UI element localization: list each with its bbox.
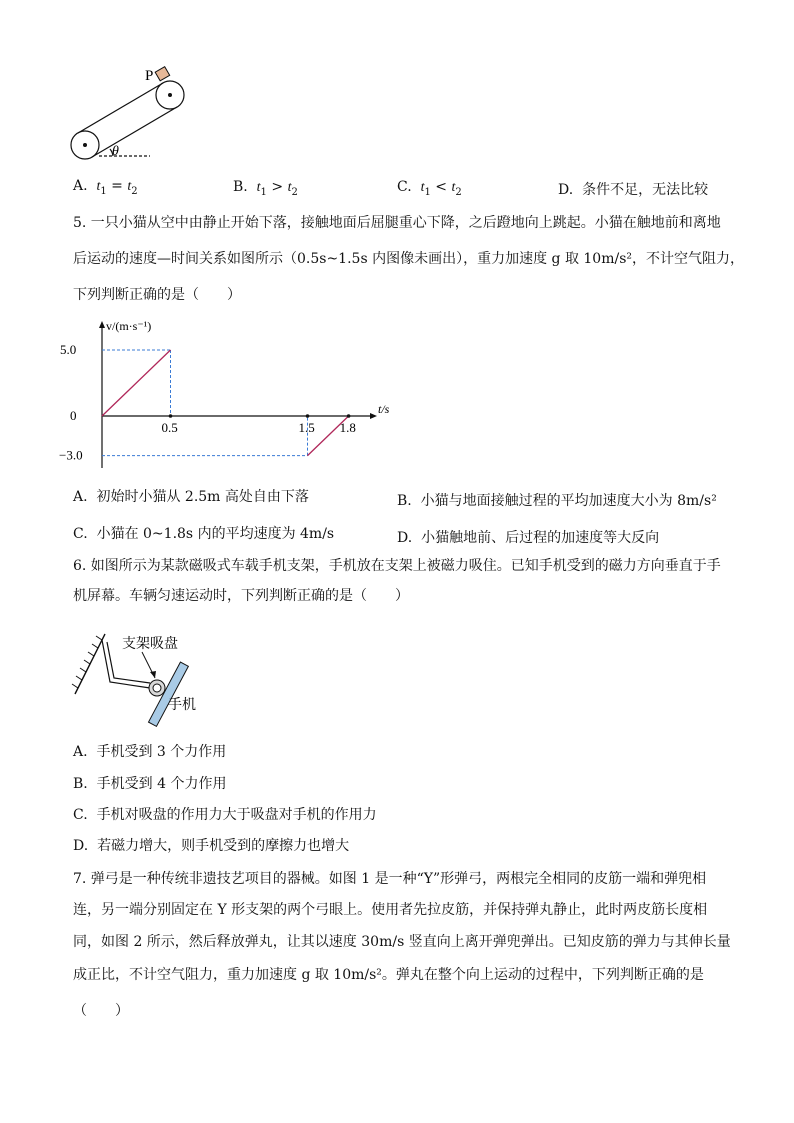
phone-label: 手机 <box>168 698 196 713</box>
mount-label: 支架吸盘 <box>122 637 178 652</box>
q6-option-b: B. 手机受到 4 个力作用 <box>73 776 227 792</box>
q4-option-c: C. $t_1 < t_2$ <box>397 179 462 198</box>
q7-stem-line1: 7. 弹弓是一种传统非遗技艺项目的器械。如图 1 是一种“Y”形弹弓，两根完全相同的皮筋一端和弹兜相 <box>73 871 707 887</box>
q6-option-d: D. 若磁力增大，则手机受到的摩擦力也增大 <box>73 838 350 854</box>
velocity-time-chart <box>59 318 400 470</box>
q5-stem-line3: 下列判断正确的是（ ） <box>73 287 241 303</box>
q5-stem-line1: 5. 一只小猫从空中由静止开始下落，接触地面后屈腿重心下降，之后蹬地向上跳起。小猫在触地前和离地 <box>73 215 721 231</box>
belt-drawing <box>71 81 184 159</box>
block-p <box>155 67 170 81</box>
q4-option-d: D. 条件不足，无法比较 <box>558 182 709 198</box>
x-tick-label-2: 1.5 <box>298 420 315 435</box>
q5-option-a: A. 初始时小猫从 2.5m 高处自由下落 <box>73 489 309 505</box>
y-tick-label-3: −3.0 <box>59 447 83 463</box>
q5-option-b: B. 小猫与地面接触过程的平均加速度大小为 8m/s² <box>397 493 717 509</box>
q6-option-a: A. 手机受到 3 个力作用 <box>73 744 227 760</box>
q7-stem-line3: 同，如图 2 所示，然后释放弹丸，让其以速度 30m/s 竖直向上离开弹兜弹出。已知皮筋的弹力与其伸长量 <box>73 934 731 950</box>
q6-option-c: C. 手机对吸盘的作用力大于吸盘对手机的作用力 <box>73 807 377 823</box>
y-tick-label-2: 0 <box>70 408 77 423</box>
x-tick-dot-3 <box>347 414 351 418</box>
x-tick-label-1: 0.5 <box>161 420 178 435</box>
x-tick-label-3: 1.8 <box>339 420 356 435</box>
q6-stem-line1: 6. 如图所示为某款磁吸式车载手机支架，手机放在支架上被磁力吸住。已知手机受到的磁力方向垂直于手 <box>73 558 721 574</box>
series-line-1 <box>102 350 171 416</box>
y-axis-arrow <box>99 321 105 328</box>
q7-stem-line4: 成正比，不计空气阻力，重力加速度 g 取 10m/s²。弹丸在整个向上运动的过程中，下列判断正确的是 <box>73 967 704 983</box>
x-axis-label: t/s <box>378 402 390 416</box>
q6-stem-line2: 机屏幕。车辆匀速运动时，下列判断正确的是（ ） <box>73 588 409 604</box>
label-theta: θ <box>112 144 119 159</box>
label-p: P <box>145 68 154 84</box>
q5-option-d: D. 小猫触地前、后过程的加速度等大反向 <box>397 530 660 546</box>
q5-option-c: C. 小猫在 0~1.8s 内的平均速度为 4m/s <box>73 526 335 542</box>
y-axis-label: v/(m·s⁻¹) <box>106 319 152 333</box>
q7-stem-line5: （ ） <box>73 1003 129 1019</box>
wall-hatching <box>72 636 102 688</box>
x-tick-dot-1 <box>169 414 173 418</box>
conveyor-belt-figure <box>65 60 195 165</box>
phone-mount-figure <box>70 622 210 732</box>
q4-option-b: B. $t_1 > t_2$ <box>233 179 298 198</box>
y-tick-label-1: 5.0 <box>60 342 77 357</box>
q7-stem-line2: 连，另一端分别固定在 Y 形支架的两个弓眼上。使用者先拉皮筋，并保持弹丸静止，此时两皮筋长度相 <box>73 902 708 918</box>
x-axis-arrow <box>370 413 377 419</box>
x-tick-dot-2 <box>306 414 310 418</box>
q4-option-a: A. $t_1 = t_2$ <box>73 178 138 197</box>
q5-stem-line2: 后运动的速度—时间关系如图所示（0.5s~1.5s 内图像未画出），重力加速度 g 取 10m/s²，不计空气阻力， <box>73 251 744 267</box>
